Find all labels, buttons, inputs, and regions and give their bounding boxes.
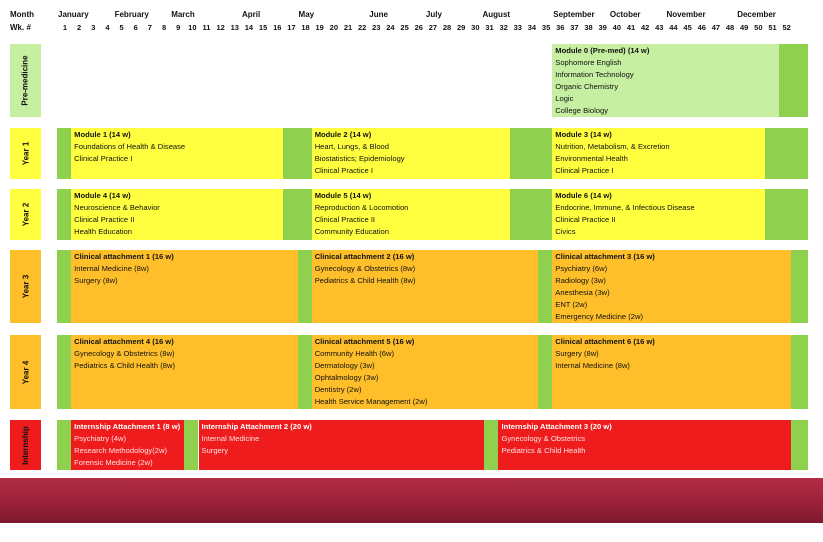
week-number: 20 [329, 23, 339, 32]
block-line: Reproduction & Locomotion [314, 203, 409, 212]
week-number: 42 [640, 23, 650, 32]
month-label: February [114, 10, 149, 19]
month-header-label: Month [10, 10, 34, 19]
month-label: March [171, 10, 195, 19]
week-number: 35 [541, 23, 551, 32]
week-number: 15 [258, 23, 268, 32]
block-title: Clinical attachment 2 (16 w) [314, 252, 415, 261]
week-number: 28 [442, 23, 452, 32]
break-segment [791, 420, 808, 470]
block-title: Clinical attachment 6 (16 w) [555, 337, 655, 346]
block-title: Internship Attachment 1 (8 w) [74, 422, 181, 431]
block-line: Clinical Practice II [314, 215, 376, 224]
week-number: 40 [612, 23, 622, 32]
week-number: 31 [485, 23, 494, 32]
week-number: 10 [188, 23, 197, 32]
week-number: 23 [372, 23, 381, 32]
week-number: 27 [428, 23, 438, 32]
break-segment [791, 250, 808, 323]
row-label-text: Pre-medicine [21, 55, 30, 106]
block-line: Logic [555, 94, 574, 103]
block-line: Pediatrics & Child Health [501, 446, 586, 455]
block-line: Ophtalmology (3w) [314, 373, 379, 382]
block-line: Clinical Practice I [555, 166, 614, 175]
block-line: ENT (2w) [555, 300, 588, 309]
week-number: 7 [147, 23, 152, 32]
block-line: College Biology [555, 106, 609, 115]
block-title: Module 4 (14 w) [74, 191, 131, 200]
block-line: Radiology (3w) [555, 276, 606, 285]
block-line: Biostatistics; Epidemiology [314, 154, 405, 163]
month-label: December [737, 10, 776, 19]
week-number: 52 [782, 23, 791, 32]
block-text [553, 45, 649, 117]
break-segment [57, 189, 71, 240]
block-line: Sophomore English [555, 58, 622, 67]
row-label-text: Year 2 [20, 202, 30, 227]
block-line: Organic Chemistry [555, 82, 619, 91]
row-label-text: Year 4 [20, 360, 30, 384]
block-text [499, 421, 611, 457]
block-line: Community Health (6w) [314, 349, 395, 358]
block-line: Research Methodology(2w) [74, 446, 167, 455]
block-line: Dentistry (2w) [314, 385, 362, 394]
week-number: 38 [584, 23, 593, 32]
break-segment [298, 250, 312, 323]
block-title: Module 6 (14 w) [555, 191, 612, 200]
block-line: Clinical Practice I [74, 154, 133, 163]
block-line: Internal Medicine (8w) [74, 264, 149, 273]
week-number: 5 [119, 23, 124, 32]
week-number: 48 [725, 23, 735, 32]
row-label [10, 44, 41, 117]
block-text [72, 190, 160, 238]
week-number: 41 [626, 23, 636, 32]
block-title: Module 0 (Pre-med) (14 w) [555, 46, 650, 55]
block-line: Clinical Practice I [314, 166, 373, 175]
month-label: November [666, 10, 706, 19]
footer-band [0, 478, 823, 523]
week-number: 26 [414, 23, 423, 32]
block-title: Clinical attachment 3 (16 w) [555, 252, 655, 261]
block-title: Clinical attachment 5 (16 w) [314, 337, 415, 346]
block-line: Internal Medicine [201, 434, 260, 443]
block-line: Neuroscience & Behavior [74, 203, 160, 212]
week-number: 39 [598, 23, 607, 32]
block-text [72, 421, 180, 469]
week-number: 50 [754, 23, 763, 32]
month-label: June [369, 10, 388, 19]
block-line: Health Education [74, 227, 132, 236]
block-line: Anesthesia (3w) [555, 288, 610, 297]
block-title: Module 3 (14 w) [555, 130, 612, 139]
week-number: 4 [105, 23, 110, 32]
break-segment [538, 335, 552, 409]
week-number: 2 [77, 23, 82, 32]
week-number: 44 [669, 23, 678, 32]
block-text [313, 336, 428, 408]
week-number: 8 [161, 23, 167, 32]
block-title: Module 1 (14 w) [74, 130, 131, 139]
block-line: Internal Medicine (8w) [555, 361, 630, 370]
week-number: 17 [287, 23, 296, 32]
week-number: 34 [527, 23, 537, 32]
block-line: Community Education [314, 227, 389, 236]
week-number: 33 [513, 23, 522, 32]
block-line: Gynecology & Obstetrics (8w) [74, 349, 175, 358]
month-label: September [553, 10, 595, 19]
block-title: Module 5 (14 w) [314, 191, 372, 200]
block-line: Clinical Practice II [555, 215, 616, 224]
block-line: Surgery (8w) [74, 276, 118, 285]
break-segment [510, 189, 552, 240]
week-number: 49 [740, 23, 749, 32]
week-number: 6 [133, 23, 138, 32]
block-text [313, 190, 409, 238]
week-number: 32 [499, 23, 508, 32]
block-text [72, 251, 174, 287]
week-number: 25 [400, 23, 409, 32]
break-segment [57, 250, 71, 323]
block-line: Surgery [201, 446, 229, 455]
row-label-text: Internship [21, 425, 31, 465]
row-label [10, 420, 41, 470]
break-segment [765, 128, 809, 179]
week-number: 47 [711, 23, 721, 32]
week-number: 9 [176, 23, 181, 32]
block-line: Psychiatry (6w) [555, 264, 608, 273]
week-number: 16 [273, 23, 282, 32]
break-segment [538, 250, 552, 323]
block-title: Clinical attachment 4 (16 w) [74, 337, 174, 346]
break-segment [57, 420, 71, 470]
week-number: 14 [244, 23, 254, 32]
week-number: 45 [683, 23, 692, 32]
block-text [553, 336, 655, 372]
block-text [313, 251, 416, 287]
week-number: 43 [655, 23, 664, 32]
week-number: 51 [768, 23, 777, 32]
week-number: 30 [471, 23, 480, 32]
block-text [553, 129, 669, 177]
block-line: Nutrition, Metabolism, & Excretion [555, 142, 670, 151]
block-title: Internship Attachment 2 (20 w) [201, 422, 312, 431]
break-segment [57, 335, 71, 409]
week-number: 18 [301, 23, 310, 32]
block-text [553, 251, 655, 323]
break-segment [791, 335, 808, 409]
week-number: 46 [697, 23, 706, 32]
block-line: Civics [555, 227, 576, 236]
block-title: Internship Attachment 3 (20 w) [501, 422, 612, 431]
month-label: May [298, 10, 315, 19]
week-number: 1 [62, 23, 68, 32]
block-line: Clinical Practice II [74, 215, 135, 224]
block-line: Gynecology & Obstetrics [501, 434, 586, 443]
week-number: 22 [357, 23, 367, 32]
block-line: Psychiatry (4w) [74, 434, 127, 443]
block-title: Clinical attachment 1 (16 w) [74, 252, 174, 261]
week-number: 37 [570, 23, 579, 32]
block-text [553, 190, 694, 238]
block-line: Health Service Management (2w) [314, 397, 428, 406]
block-text [313, 129, 405, 177]
row-label [10, 335, 41, 409]
block-line: Gynecology & Obstetrics (8w) [314, 264, 416, 273]
block-text [72, 129, 185, 165]
block-line: Surgery (8w) [555, 349, 599, 358]
month-label: January [58, 10, 89, 19]
block-line: Pediatrics & Child Health (8w) [314, 276, 416, 285]
block-title: Module 2 (14 w) [314, 130, 372, 139]
week-number: 24 [386, 23, 395, 32]
block-line: Dermatology (3w) [314, 361, 375, 370]
block-line: Emergency Medicine (2w) [555, 312, 644, 321]
month-label: July [425, 10, 442, 19]
block-line: Forensic Medicine (2w) [74, 458, 153, 467]
block-line: Environmental Health [555, 154, 628, 163]
week-number: 12 [216, 23, 225, 32]
break-segment [779, 44, 809, 117]
week-number: 13 [230, 23, 239, 32]
block-line: Pediatrics & Child Health (8w) [74, 361, 176, 370]
month-label: April [241, 10, 261, 19]
block-line: Endocrine, Immune, & Infectious Disease [555, 203, 695, 212]
week-number: 21 [343, 23, 353, 32]
week-number: 3 [91, 23, 96, 32]
block-text [200, 421, 312, 457]
break-segment [184, 420, 198, 470]
break-segment [765, 189, 809, 240]
break-segment [510, 128, 552, 179]
week-number: 11 [202, 23, 211, 32]
break-segment [298, 335, 312, 409]
row-label-text: Year 3 [20, 274, 30, 299]
row-label [10, 189, 41, 240]
block-line: Heart, Lungs, & Blood [314, 142, 389, 151]
week-header-label: Wk. # [10, 23, 31, 32]
week-number: 29 [457, 23, 466, 32]
block-line: Information Technology [555, 70, 634, 79]
row-label [10, 128, 41, 179]
month-label: August [482, 10, 511, 19]
break-segment [484, 420, 498, 470]
row-label [10, 250, 41, 323]
row-label-text: Year 1 [20, 141, 30, 166]
month-label: October [609, 10, 641, 19]
week-number: 36 [556, 23, 565, 32]
block-line: Foundations of Health & Disease [74, 142, 186, 151]
block-text [72, 336, 175, 372]
break-segment [57, 128, 71, 179]
week-number: 19 [315, 23, 324, 32]
